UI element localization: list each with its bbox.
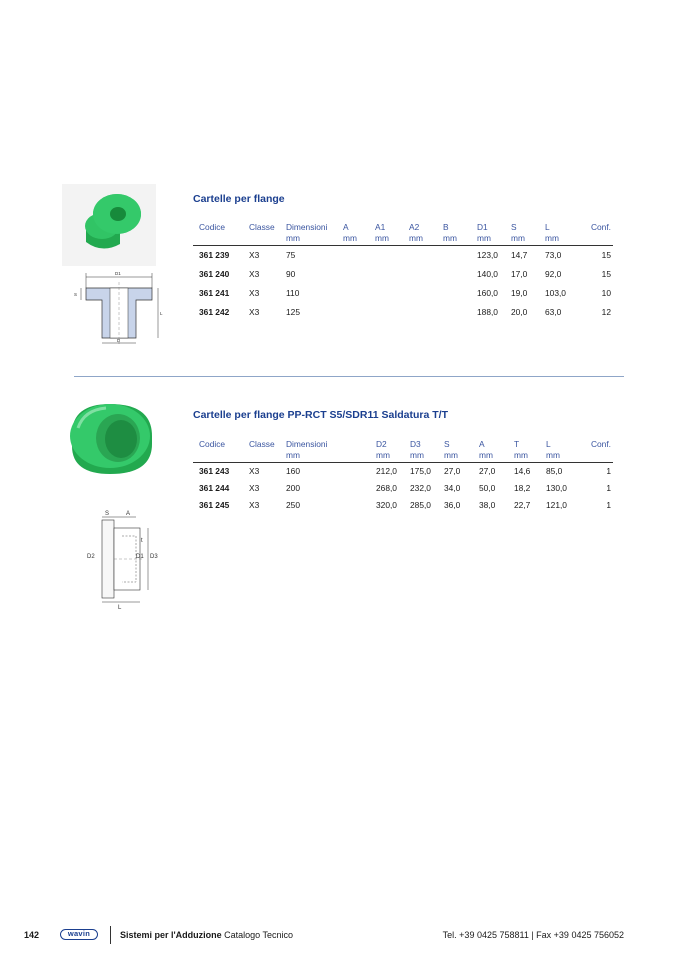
header-dimensioni: Dimensioni: [286, 222, 328, 232]
product-code: 361 245: [199, 500, 230, 510]
product-code: 361 242: [199, 307, 230, 317]
table-cell: 212,0: [376, 466, 397, 476]
table-row: [193, 284, 613, 303]
header-dimensioni: Dimensioni: [286, 439, 328, 449]
technical-drawing-2: [84, 506, 164, 610]
table-cell: 188,0: [477, 307, 498, 317]
header-d3: D3: [410, 439, 421, 449]
table-cell: 250: [286, 500, 300, 510]
table-cell: [337, 303, 369, 322]
table-cell: [369, 265, 403, 284]
table-cell: 125: [286, 307, 300, 317]
table-cell: X3: [249, 288, 260, 298]
table-cell: 27,0: [444, 466, 461, 476]
table-cell: 18,2: [514, 483, 531, 493]
table-cell: [369, 303, 403, 322]
unit-cell: mm: [404, 450, 438, 463]
table-cell: [437, 303, 471, 322]
table-cell: [403, 265, 437, 284]
table-cell: 27,0: [479, 466, 496, 476]
table-cell: 232,0: [410, 483, 431, 493]
drawing1-label-right: L: [160, 311, 163, 316]
header-classe: Classe: [249, 222, 275, 232]
header-a2: A2: [409, 222, 420, 232]
header-a: A: [479, 439, 485, 449]
unit-cell: mm: [280, 450, 370, 463]
unit-cell: [243, 233, 280, 246]
unit-cell: mm: [437, 233, 471, 246]
table-cell: 90: [286, 269, 296, 279]
header-t: T: [514, 439, 520, 449]
contact-info: Tel. +39 0425 758811 | Fax +39 0425 756052: [442, 930, 624, 940]
header-s: S: [511, 222, 517, 232]
table-cell: 320,0: [376, 500, 397, 510]
unit-cell: [575, 450, 613, 463]
table-cell: 63,0: [545, 307, 562, 317]
section2-table: [193, 439, 613, 514]
header-codice: Codice: [199, 222, 226, 232]
table-cell: 20,0: [511, 307, 528, 317]
table-cell: X3: [249, 466, 260, 476]
unit-cell: [193, 233, 243, 246]
table-cell: X3: [249, 269, 260, 279]
header-s: S: [444, 439, 450, 449]
drawing2-label-d3: D3: [150, 554, 158, 560]
header-conf: Conf.: [590, 439, 611, 449]
table-cell: [403, 284, 437, 303]
catalog-title-bold: Sistemi per l'Adduzione: [120, 930, 222, 940]
table-cell: 285,0: [410, 500, 431, 510]
table-cell: 110: [286, 288, 300, 298]
table-cell: 85,0: [546, 466, 563, 476]
table-cell: 103,0: [545, 288, 566, 298]
product-code: 361 243: [199, 466, 230, 476]
table-cell: 34,0: [444, 483, 461, 493]
product-photo-stub-flange: [62, 184, 156, 266]
table-cell: 19,0: [511, 288, 528, 298]
table-row: [193, 265, 613, 284]
table-cell: 121,0: [546, 500, 567, 510]
product-photo-flange-ring: [66, 398, 158, 480]
unit-cell: mm: [337, 233, 369, 246]
table-cell: 140,0: [477, 269, 498, 279]
table-cell: 73,0: [545, 250, 562, 260]
table-cell: 130,0: [546, 483, 567, 493]
table-cell: 200: [286, 483, 300, 493]
section1-table: [193, 222, 613, 322]
table-cell: 50,0: [479, 483, 496, 493]
unit-cell: mm: [473, 450, 508, 463]
page-number: 142: [24, 930, 40, 940]
table-cell: 75: [286, 250, 296, 260]
table-cell: [403, 303, 437, 322]
header-d2: D2: [376, 439, 387, 449]
drawing1-label-left: S: [74, 292, 78, 297]
unit-cell: mm: [438, 450, 473, 463]
table-cell: X3: [249, 307, 260, 317]
table-cell: [437, 246, 471, 266]
drawing2-label-d2: D2: [87, 554, 95, 560]
table-cell: [369, 246, 403, 266]
product-code: 361 244: [199, 483, 230, 493]
drawing2-label-t: t: [141, 538, 143, 544]
header-a: A: [343, 222, 349, 232]
table-cell: 15: [601, 250, 611, 260]
unit-cell: [575, 233, 613, 246]
unit-cell: [243, 450, 280, 463]
table-cell: 268,0: [376, 483, 397, 493]
section-divider: [74, 376, 624, 377]
table-cell: 12: [601, 307, 611, 317]
table-cell: [369, 284, 403, 303]
table-row: [193, 463, 613, 481]
unit-cell: mm: [370, 450, 404, 463]
table-row: [193, 246, 613, 266]
table-cell: 1: [606, 500, 611, 510]
technical-drawing-1: [72, 268, 168, 348]
table-cell: 1: [606, 483, 611, 493]
table-cell: 22,7: [514, 500, 531, 510]
header-d1: D1: [477, 222, 488, 232]
table-cell: [337, 265, 369, 284]
drawing2-label-a: A: [126, 511, 131, 517]
table-cell: 17,0: [511, 269, 528, 279]
table-cell: X3: [249, 250, 260, 260]
table-cell: 175,0: [410, 466, 431, 476]
unit-cell: [193, 450, 243, 463]
product-code: 361 241: [199, 288, 230, 298]
drawing1-label-top: D1: [115, 271, 121, 276]
table-cell: 1: [606, 466, 611, 476]
table-cell: 15: [601, 269, 611, 279]
unit-cell: mm: [505, 233, 539, 246]
unit-cell: mm: [403, 233, 437, 246]
table-cell: 38,0: [479, 500, 496, 510]
table-row: [193, 480, 613, 497]
table-row: [193, 303, 613, 322]
table-cell: 14,6: [514, 466, 531, 476]
table-cell: 14,7: [511, 250, 528, 260]
drawing2-label-s: S: [105, 511, 110, 517]
section2-title: Cartelle per flange PP-RCT S5/SDR11 Saldatura T/T: [193, 409, 448, 421]
product-code: 361 240: [199, 269, 230, 279]
catalog-title: [120, 930, 293, 940]
table-cell: X3: [249, 483, 260, 493]
header-codice: Codice: [199, 439, 226, 449]
unit-cell: mm: [280, 233, 337, 246]
unit-cell: mm: [540, 450, 575, 463]
header-l: L: [545, 222, 550, 232]
table-cell: [437, 265, 471, 284]
drawing2-label-l: L: [118, 605, 122, 610]
unit-cell: mm: [539, 233, 575, 246]
table-cell: 160,0: [477, 288, 498, 298]
unit-cell: mm: [369, 233, 403, 246]
catalog-title-rest: Catalogo Tecnico: [221, 930, 294, 940]
unit-cell: mm: [471, 233, 505, 246]
drawing2-label-d1: D1: [136, 554, 144, 560]
unit-cell: mm: [508, 450, 540, 463]
header-l: L: [546, 439, 551, 449]
table-cell: 10: [601, 288, 611, 298]
table-cell: [337, 246, 369, 266]
header-b: B: [443, 222, 449, 232]
table-cell: [337, 284, 369, 303]
section1-title: Cartelle per flange: [193, 193, 285, 205]
wavin-logo: wavin: [60, 929, 98, 940]
header-a1: A1: [375, 222, 386, 232]
table-cell: [437, 284, 471, 303]
drawing1-label-bottom: D: [117, 338, 121, 343]
table-cell: 92,0: [545, 269, 562, 279]
table-cell: [403, 246, 437, 266]
table-cell: 160: [286, 466, 300, 476]
header-conf: Conf.: [590, 222, 611, 232]
table-cell: 123,0: [477, 250, 498, 260]
table-cell: X3: [249, 500, 260, 510]
footer-divider: [110, 926, 111, 944]
header-classe: Classe: [249, 439, 275, 449]
table-cell: 36,0: [444, 500, 461, 510]
table-row: [193, 497, 613, 514]
product-code: 361 239: [199, 250, 230, 260]
